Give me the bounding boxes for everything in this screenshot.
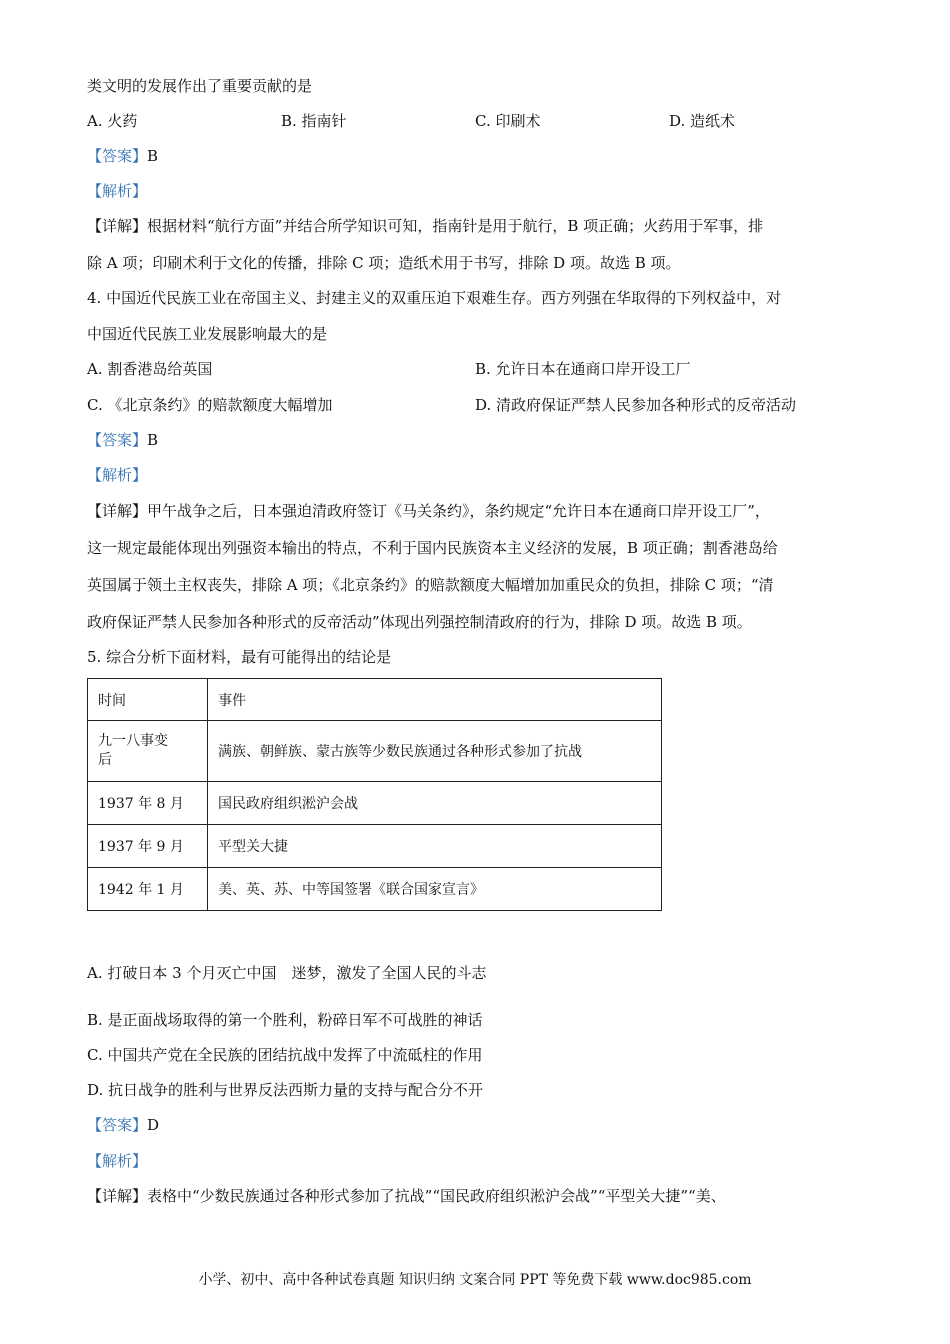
q4-option-c: C. 《北京条约》的赔款额度大幅增加 <box>87 396 333 414</box>
q4-analysis-tag: 【解析】 <box>87 466 148 484</box>
q3-detail-line-1 <box>87 216 763 236</box>
table-row <box>88 825 662 868</box>
q4-detail-line-3: 英国属于领土主权丧失，排除 A 项；《北京条约》的赔款额度大幅增加加重民众的负担，排除 C 项；“清 <box>87 576 774 594</box>
cell-time: 1937 年 9 月 <box>88 825 208 868</box>
detail-tag: 【详解】 <box>87 217 148 235</box>
cell-time: 1942 年 1 月 <box>88 868 208 911</box>
page-footer: 小学、初中、高中各种试卷真题 知识归纳 文案合同 PPT 等免费下载 www.doc985.com <box>198 1272 752 1288</box>
answer-value: B <box>147 147 159 165</box>
cell-time-line: 九一八事变 <box>98 733 168 749</box>
q3-answer <box>87 146 158 166</box>
cell-time-line: 后 <box>98 752 112 768</box>
table-row <box>88 782 662 825</box>
cell-event: 国民政府组织淞沪会战 <box>208 782 662 825</box>
table-row <box>88 721 662 782</box>
detail-text: 根据材料“航行方面”并结合所学知识可知，指南针是用于航行，B 项正确；火药用于军事，排 <box>147 217 764 235</box>
q4-option-b: B. 允许日本在通商口岸开设工厂 <box>475 360 691 378</box>
q3-detail-line-2: 除 A 项；印刷术利于文化的传播，排除 C 项；造纸术用于书写，排除 D 项。故选 B 项。 <box>87 254 681 272</box>
q5-option-c: C. 中国共产党在全民族的团结抗战中发挥了中流砥柱的作用 <box>87 1046 483 1064</box>
q5-option-a: A. 打破日本 3 个月灭亡中国 迷梦，激发了全国人民的斗志 <box>87 964 487 982</box>
detail-text: 表格中“少数民族通过各种形式参加了抗战”“国民政府组织淞沪会战”“平型关大捷”“美、 <box>147 1187 726 1205</box>
q5-analysis-tag: 【解析】 <box>87 1152 148 1170</box>
cell-event: 美、英、苏、中等国签署《联合国家宣言》 <box>208 868 662 911</box>
q4-detail-line-2: 这一规定最能体现出列强资本输出的特点，不利于国内民族资本主义经济的发展，B 项正确；割香港岛给 <box>87 539 778 557</box>
q4-detail-line-1 <box>87 501 770 521</box>
q5-detail-line-1 <box>87 1186 726 1206</box>
q4-answer <box>87 430 158 450</box>
q5-option-d: D. 抗日战争的胜利与世界反法西斯力量的支持与配合分不开 <box>87 1081 484 1099</box>
answer-tag: 【答案】 <box>87 431 148 449</box>
cell-event: 平型关大捷 <box>208 825 662 868</box>
answer-value: D <box>147 1116 160 1134</box>
q5-answer <box>87 1115 159 1135</box>
q4-option-d: D. 清政府保证严禁人民参加各种形式的反帝活动 <box>475 396 797 414</box>
table-header-row <box>88 679 662 721</box>
detail-tag: 【详解】 <box>87 502 148 520</box>
detail-tag: 【详解】 <box>87 1187 148 1205</box>
q5-option-b: B. 是正面战场取得的第一个胜利，粉碎日军不可战胜的神话 <box>87 1011 483 1029</box>
cell-event: 满族、朝鲜族、蒙古族等少数民族通过各种形式参加了抗战 <box>208 721 662 782</box>
q4-detail-line-4: 政府保证严禁人民参加各种形式的反帝活动”体现出列强控制清政府的行为，排除 D 项。故选 B 项。 <box>87 613 752 631</box>
q3-option-a: A. 火药 <box>87 112 138 130</box>
header-event: 事件 <box>208 679 662 721</box>
cell-time <box>88 721 208 782</box>
answer-tag: 【答案】 <box>87 1116 148 1134</box>
q4-stem-line-2: 中国近代民族工业发展影响最大的是 <box>87 325 328 343</box>
q3-analysis-tag: 【解析】 <box>87 182 148 200</box>
cell-time: 1937 年 8 月 <box>88 782 208 825</box>
q3-option-b: B. 指南针 <box>281 112 347 130</box>
events-table <box>87 678 662 911</box>
q3-stem: 类文明的发展作出了重要贡献的是 <box>87 77 313 95</box>
q3-option-d: D. 造纸术 <box>669 112 736 130</box>
q5-stem: 5. 综合分析下面材料，最有可能得出的结论是 <box>87 648 392 666</box>
q4-option-a: A. 割香港岛给英国 <box>87 360 213 378</box>
q3-option-c: C. 印刷术 <box>475 112 541 130</box>
q4-stem-line-1: 4. 中国近代民族工业在帝国主义、封建主义的双重压迫下艰难生存。西方列强在华取得的下列权益中，对 <box>87 289 782 307</box>
header-time: 时间 <box>88 679 208 721</box>
answer-value: B <box>147 431 159 449</box>
detail-text: 甲午战争之后，日本强迫清政府签订《马关条约》，条约规定“允许日本在通商口岸开设工厂”， <box>147 502 770 520</box>
table-row <box>88 868 662 911</box>
answer-tag: 【答案】 <box>87 147 148 165</box>
